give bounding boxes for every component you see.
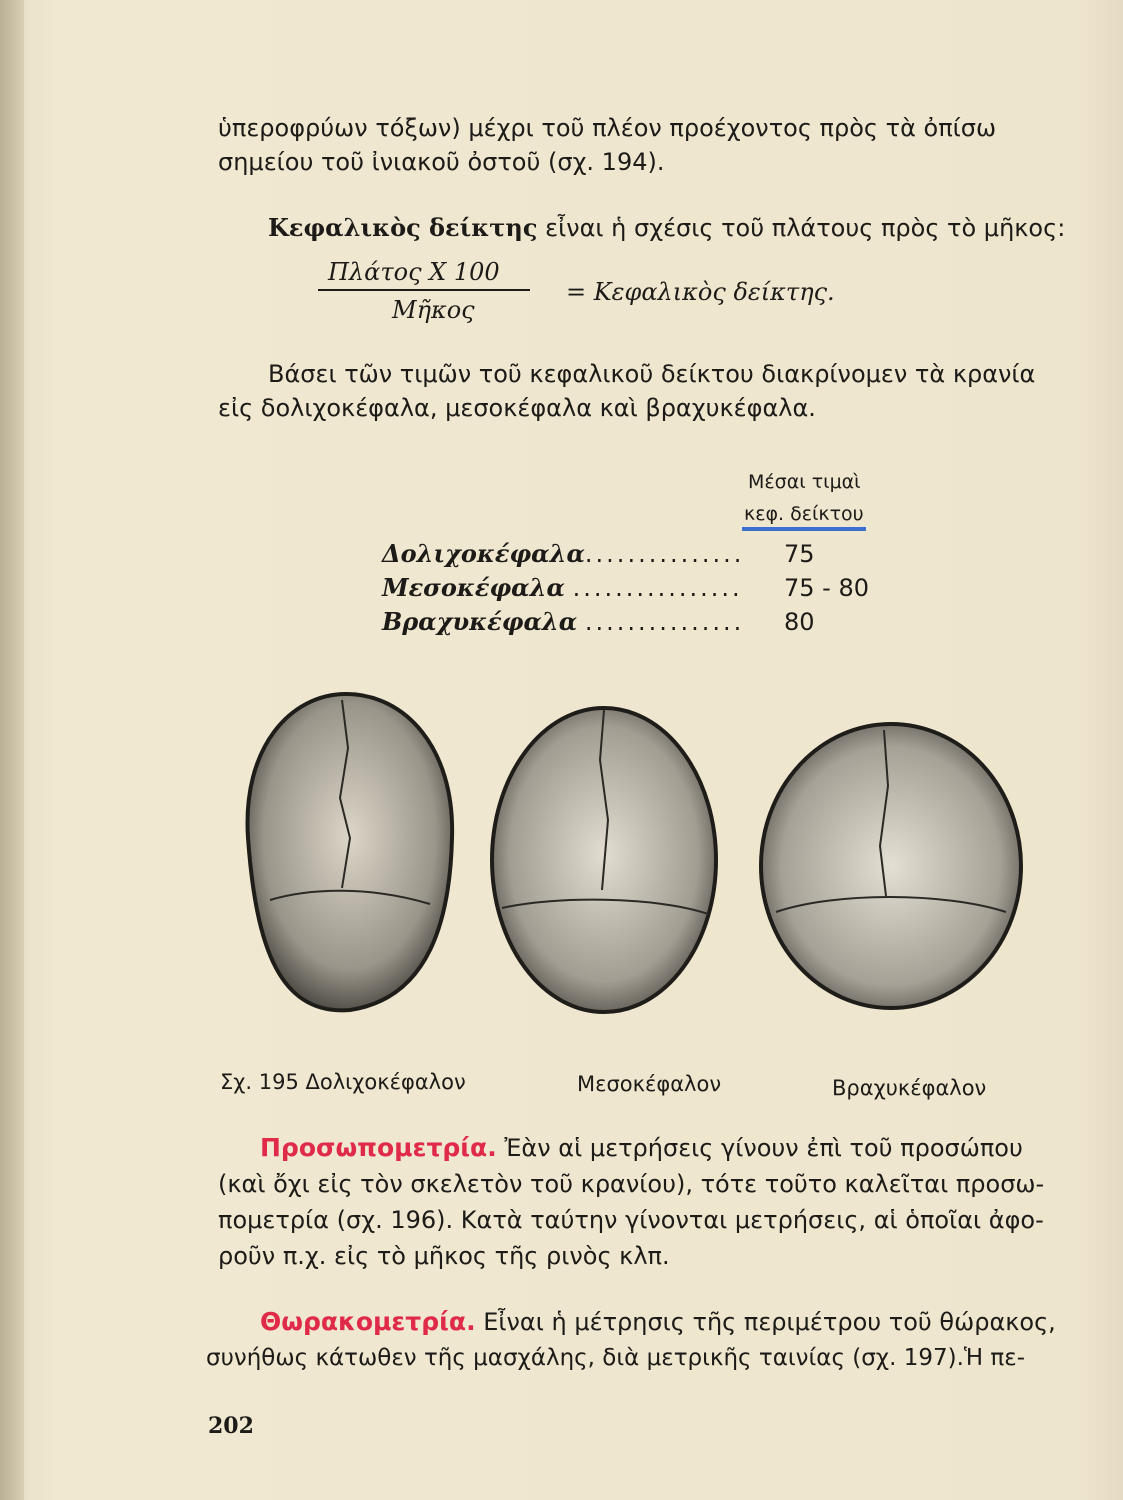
row-dots: ............... xyxy=(584,608,745,636)
row-dots: ................ xyxy=(572,574,743,602)
fraction-bar xyxy=(318,289,530,291)
mesocephalic-skull-illustration xyxy=(484,700,724,1020)
prosopometry-line-3: πομετρία (σχ. 196). Κατὰ ταύτην γίνονται μετρήσεις, αἱ ὁποῖαι ἀφο- xyxy=(218,1206,1044,1234)
paragraph-1-line-2: σημείου τοῦ ἰνιακοῦ ὀστοῦ (σχ. 194). xyxy=(218,148,665,176)
row-value: 75 xyxy=(784,540,815,568)
caption-mesocephalic: Μεσοκέφαλον xyxy=(577,1072,722,1096)
prosopometry-line-1 xyxy=(260,1132,1023,1164)
caption-dolichocephalic: Δολιχοκέφαλον xyxy=(305,1070,466,1094)
table-row xyxy=(382,606,744,638)
thoracometry-text: Εἶναι ἡ μέτρησις τῆς περιμέτρου τοῦ θώρακος, xyxy=(483,1308,1056,1336)
table-row xyxy=(382,538,744,570)
prosopometry-term: Προσωπομετρία. xyxy=(260,1133,497,1162)
table-header-line-1: Μέσαι τιμαὶ xyxy=(748,471,861,493)
table-header-line-2: κεφ. δείκτου xyxy=(744,503,864,525)
row-dots: ............... xyxy=(584,540,745,568)
prosopometry-line-4: ροῦν π.χ. εἰς τὸ μῆκος τῆς ρινὸς κλπ. xyxy=(218,1242,670,1270)
thoracometry-line-1 xyxy=(260,1306,1056,1338)
table-header-underline xyxy=(742,527,866,531)
brachycephalic-skull-illustration xyxy=(754,716,1028,1016)
formula-result: = Κεφαλικὸς δείκτης. xyxy=(566,278,835,306)
cephalic-definition xyxy=(268,212,1065,244)
row-label: Βραχυκέφαλα xyxy=(382,607,578,636)
dolichocephalic-skull-illustration xyxy=(230,688,462,1018)
cephalic-term: Κεφαλικὸς δείκτης xyxy=(268,213,538,242)
figure-caption-left xyxy=(220,1066,466,1098)
paragraph-1-line-1: ὑπεροφρύων τόξων) μέχρι τοῦ πλέον προέχοντος πρὸς τὰ ὀπίσω xyxy=(218,114,997,142)
paragraph-2-line-2: εἰς δολιχοκέφαλα, μεσοκέφαλα καὶ βραχυκέφαλα. xyxy=(218,394,816,422)
book-binding xyxy=(0,0,24,1500)
paragraph-2-line-1: Βάσει τῶν τιμῶν τοῦ κεφαλικοῦ δείκτου διακρίνομεν τὰ κρανία xyxy=(268,360,1036,388)
prosopometry-line-2: (καὶ ὄχι εἰς τὸν σκελετὸν τοῦ κρανίου), τότε τοῦτο καλεῖται προσω- xyxy=(218,1170,1045,1198)
row-value: 75 - 80 xyxy=(784,574,869,602)
thoracometry-term: Θωρακομετρία. xyxy=(260,1307,476,1336)
caption-brachycephalic: Βραχυκέφαλον xyxy=(832,1076,987,1100)
prosopometry-text: Ἐὰν αἱ μετρήσεις γίνουν ἐπὶ τοῦ προσώπου xyxy=(504,1134,1023,1162)
page-number: 202 xyxy=(208,1413,254,1439)
thoracometry-line-2: συνήθως κάτωθεν τῆς μασχάλης, διὰ μετρικῆς ταινίας (σχ. 197).Ἡ πε- xyxy=(206,1345,1026,1371)
formula-numerator: Πλάτος Χ 100 xyxy=(328,258,500,286)
row-label: Δολιχοκέφαλα xyxy=(382,539,585,568)
table-row xyxy=(382,572,743,604)
formula-denominator: Μῆκος xyxy=(392,296,475,324)
figure-number: Σχ. 195 xyxy=(220,1070,299,1094)
cephalic-definition-text: εἶναι ἡ σχέσις τοῦ πλάτους πρὸς τὸ μῆκος: xyxy=(545,214,1066,242)
row-value: 80 xyxy=(784,608,815,636)
row-label: Μεσοκέφαλα xyxy=(382,573,565,602)
